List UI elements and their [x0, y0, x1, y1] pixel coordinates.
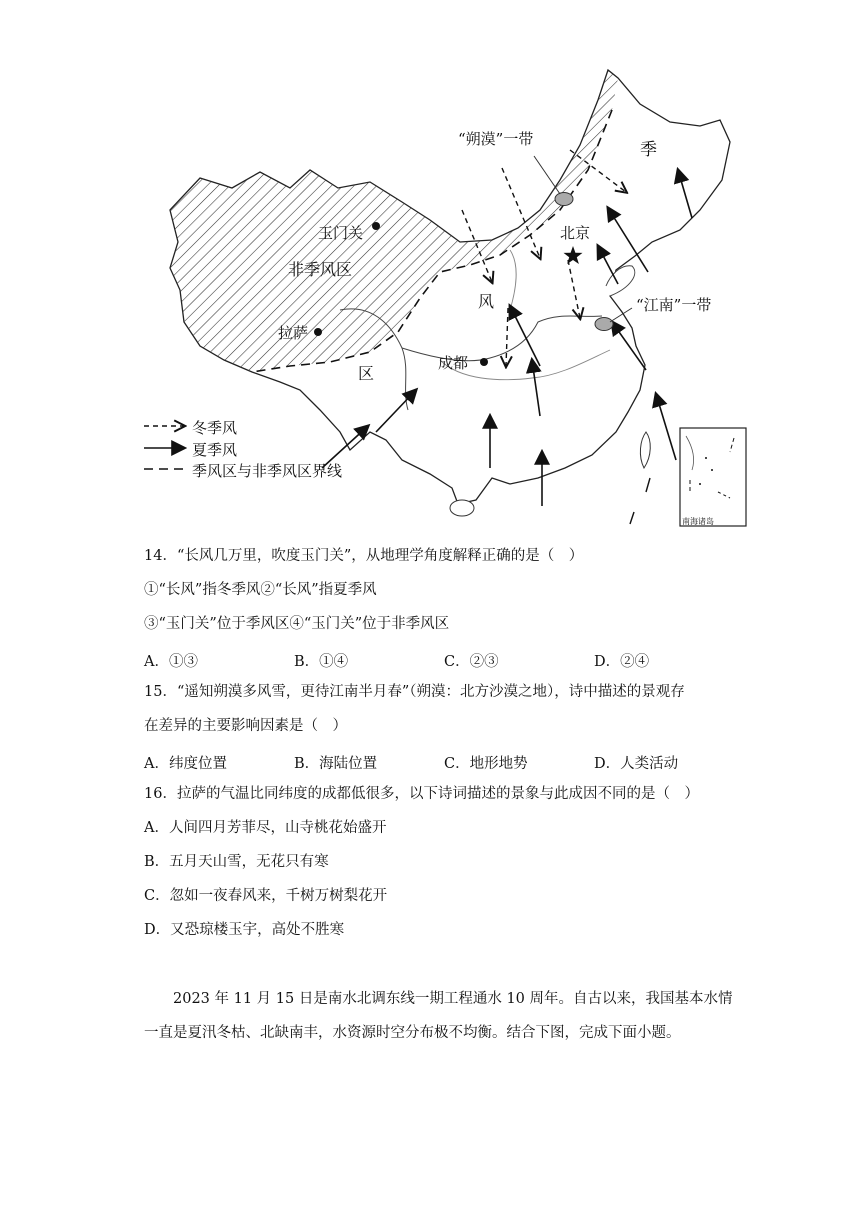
- q14-option-c[interactable]: C．②③: [444, 654, 499, 670]
- q15-stem-line2: 在差异的主要影响因素是（ ）: [144, 718, 347, 734]
- lasa-dot: [314, 328, 322, 336]
- legend-summer-label: 夏季风: [192, 441, 238, 459]
- q14-option-d[interactable]: D．②④: [594, 654, 650, 670]
- yumenguan-dot: [372, 222, 380, 230]
- label-lasa: 拉萨: [278, 324, 309, 342]
- q14-option-b[interactable]: B．①④: [294, 654, 349, 670]
- chengdu-dot: [480, 358, 488, 366]
- passage: 2023 年 11 月 15 日是南水北调东线一期工程通水 10 周年。自古以来，我国基本水情一直是夏汛冬枯、北缺南丰，水资源时空分布极不均衡。结合下图，完成下面小题。: [144, 991, 733, 1041]
- hainan-island: [450, 500, 474, 516]
- q14-line1: ①“长风”指冬季风②“长风”指夏季风: [144, 582, 377, 598]
- q16-option-d[interactable]: D．又恐琼楼玉宇，高处不胜寒: [144, 922, 345, 938]
- taiwan-island: [640, 432, 650, 468]
- label-beijing: 北京: [560, 224, 591, 242]
- label-jiangnan: “江南”一带: [636, 296, 712, 314]
- q15-option-d[interactable]: D．人类活动: [594, 756, 679, 772]
- label-ji: 季: [640, 140, 657, 160]
- q14-stem: 14．“长风几万里，吹度玉门关”，从地理学角度解释正确的是（ ）: [144, 548, 584, 564]
- label-shuomo: “朔漠”一带: [458, 130, 534, 148]
- label-qu: 区: [358, 364, 375, 383]
- q16-stem: 16．拉萨的气温比同纬度的成都低很多，以下诗词描述的景象与此成因不同的是（ ）: [144, 786, 699, 802]
- q16-option-c[interactable]: C．忽如一夜春风来，千树万树梨花开: [144, 888, 388, 904]
- jiangnan-marker: [595, 318, 613, 331]
- q14-line2: ③“玉门关”位于季风区④“玉门关”位于非季风区: [144, 616, 450, 632]
- q16-option-b[interactable]: B．五月天山雪，无花只有寒: [144, 854, 329, 870]
- q15-option-b[interactable]: B．海陆位置: [294, 756, 378, 772]
- q15-option-a[interactable]: A．纬度位置: [144, 756, 227, 772]
- legend-winter-label: 冬季风: [192, 419, 238, 437]
- label-chengdu: 成都: [438, 354, 469, 372]
- q15-stem-line1: 15．“遥知朔漠多风雪，更待江南半月春”（朔漠：北方沙漠之地），诗中描述的景观存: [144, 684, 685, 700]
- label-non-monsoon-region: 非季风区: [288, 260, 353, 279]
- label-nanhai: 南海诸岛: [682, 517, 714, 526]
- label-yumenguan: 玉门关: [318, 224, 364, 242]
- summer-monsoon-arrow: [656, 394, 676, 460]
- q16-option-a[interactable]: A．人间四月芳菲尽，山寺桃花始盛开: [144, 820, 387, 836]
- q14-options: [144, 650, 764, 670]
- q14-option-a[interactable]: A．①③: [144, 654, 198, 670]
- monsoon-map: [140, 60, 760, 530]
- shuomo-marker: [555, 193, 573, 206]
- label-feng: 风: [478, 292, 495, 311]
- legend-boundary-label: 季风区与非季风区界线: [192, 462, 343, 480]
- q15-options: [144, 752, 764, 772]
- q15-option-c[interactable]: C．地形地势: [444, 756, 528, 772]
